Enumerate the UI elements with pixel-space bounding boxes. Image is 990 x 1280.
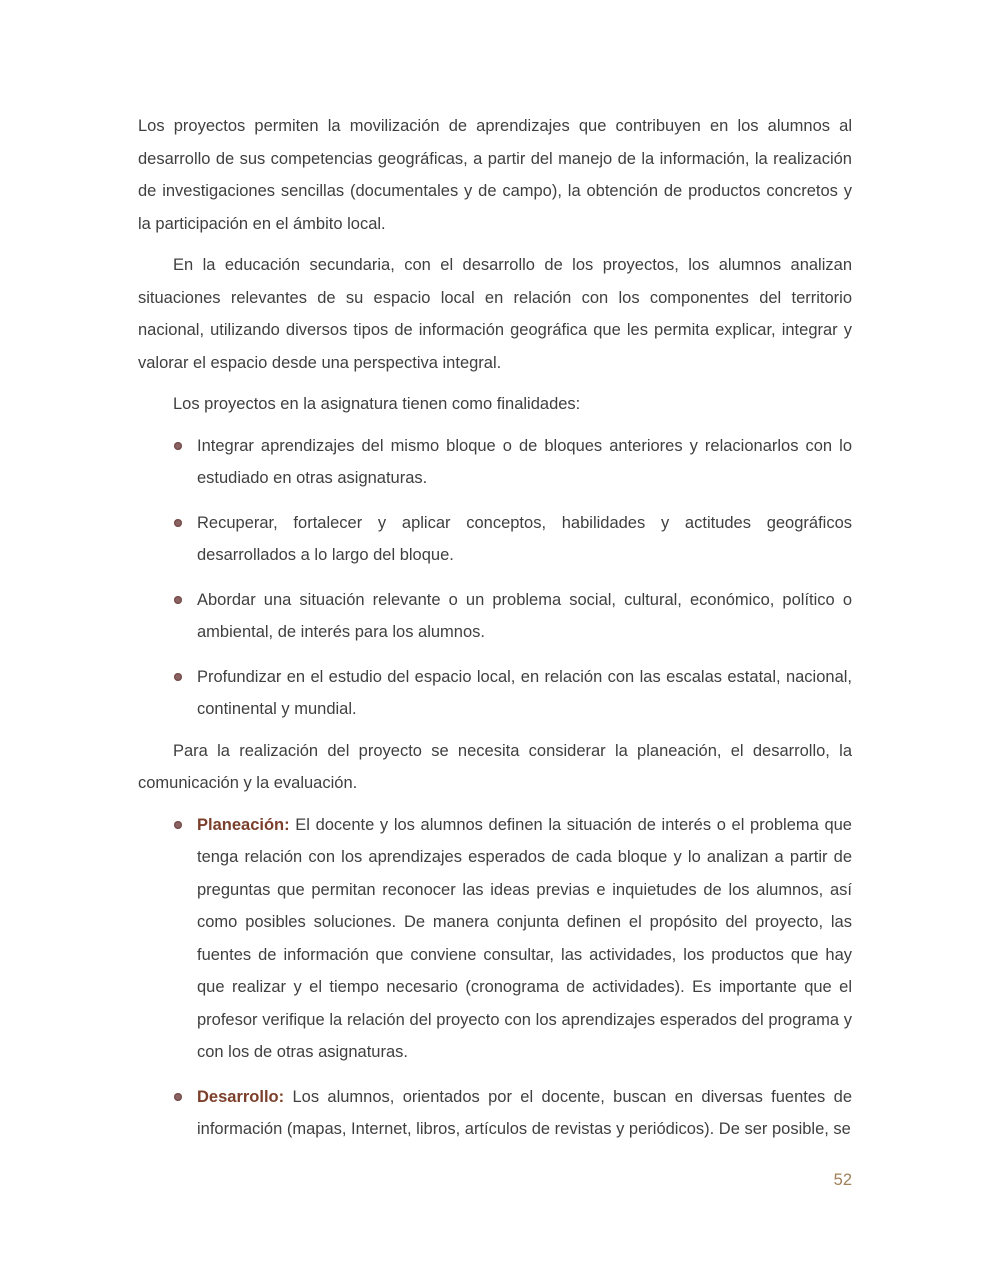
paragraph-secundaria: En la educación secundaria, con el desarrollo de los proyectos, los alumnos analizan situaciones relevantes de su espacio local en relación con los componentes del territorio nacional, utilizando diversos tipos de información geográfica que les permita explicar, integrar y valorar el espacio desde una perspectiva integral.: [138, 256, 852, 372]
paragraph-finalidades-lead: Los proyectos en la asignatura tienen como finalidades:: [173, 395, 581, 413]
list-item: [174, 1081, 852, 1146]
bullet-icon: [174, 673, 182, 681]
bullet-icon: [174, 1093, 182, 1101]
list-item-text: [197, 816, 852, 1062]
list-item-text: Integrar aprendizajes del mismo bloque o de bloques anteriores y relacionarlos con lo estudiado en otras asignaturas.: [197, 436, 852, 487]
list-item-text: Recuperar, fortalecer y aplicar conceptos, habilidades y actitudes geográficos desarrollados a lo largo del bloque.: [197, 513, 852, 564]
paragraph-realizacion: Para la realización del proyecto se necesita considerar la planeación, el desarrollo, la comunicación y la evaluación.: [138, 741, 852, 792]
bullet-icon: [174, 821, 182, 829]
finalidades-list: [138, 430, 852, 726]
bullet-icon: [174, 519, 182, 527]
list-item-text: Profundizar en el estudio del espacio local, en relación con las escalas estatal, nacional, continental y mundial.: [197, 667, 852, 718]
list-item: [174, 809, 852, 1069]
list-item-text: Abordar una situación relevante o un problema social, cultural, económico, político o ambiental, de interés para los alumnos.: [197, 590, 852, 641]
stage-text: El docente y los alumnos definen la situación de interés o el problema que tenga relación con los aprendizajes esperados de cada bloque y lo analizan a partir de preguntas que permitan reconocer las ideas previas e inquietudes de los alumnos, así como posibles soluciones. De manera conjunta definen el propósito del proyecto, las fuentes de información que conviene consultar, las actividades, los productos que hay que realizar y el tiempo necesario (cronograma de actividades). Es importante que el profesor verifique la relación del proyecto con los aprendizajes esperados del programa y con los de otras asignaturas.: [197, 815, 852, 1061]
bullet-icon: [174, 596, 182, 604]
list-item-text: [197, 1088, 852, 1139]
page-number: 52: [833, 1171, 852, 1189]
list-item: [174, 507, 852, 572]
list-item: [174, 661, 852, 726]
page-content: [138, 110, 852, 1155]
paragraph-intro: Los proyectos permiten la movilización de aprendizajes que contribuyen en los alumnos al desarrollo de sus competencias geográficas, a partir del manejo de la información, la realización de investigaciones sencillas (documentales y de campo), la obtención de productos concretos y la participación en el ámbito local.: [138, 117, 852, 233]
list-item: [174, 584, 852, 649]
stage-label: Planeación:: [197, 815, 290, 834]
stage-text: Los alumnos, orientados por el docente, buscan en diversas fuentes de información (mapas, Internet, libros, artículos de revistas y periódicos). De ser posible, se: [197, 1087, 852, 1138]
list-item: [174, 430, 852, 495]
stages-list: [138, 809, 852, 1146]
stage-label: Desarrollo:: [197, 1087, 285, 1106]
bullet-icon: [174, 442, 182, 450]
